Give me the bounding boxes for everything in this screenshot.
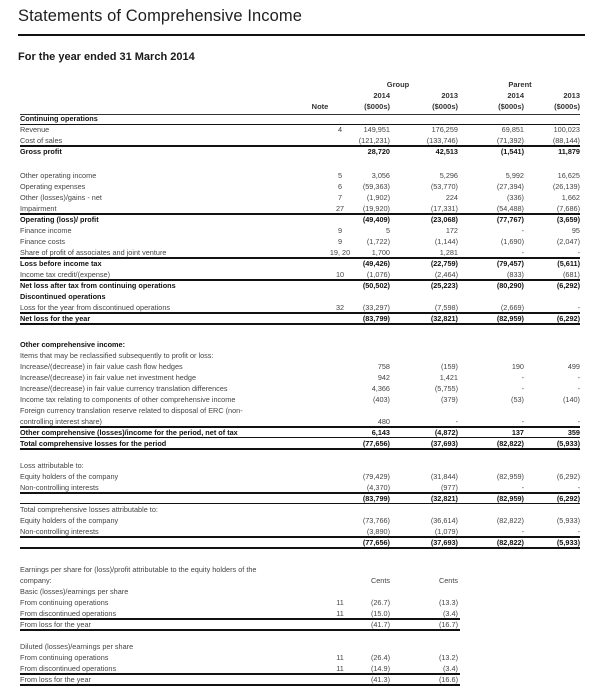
row-value-col-3: 11,879 <box>558 147 580 156</box>
row-value-col-0: (14.9) <box>370 664 390 673</box>
row-value-col-2: (82,822) <box>496 439 524 448</box>
row-value-col-3: - <box>577 373 580 382</box>
row-value-col-3: - <box>577 303 580 312</box>
row-value-col-0: (4,370) <box>366 483 390 492</box>
row-value-col-3: (26,139) <box>552 182 580 191</box>
row-label-other-losses-gains-net: Other (losses)/gains - net <box>20 193 102 202</box>
row-value-col-0: 3,056 <box>371 171 390 180</box>
row-value-col-0: Cents <box>370 576 390 585</box>
divider-rule <box>20 145 580 147</box>
table-row <box>20 394 580 405</box>
year-header-parent-2013: 2013 <box>563 91 580 100</box>
row-label-gross-profit: Gross profit <box>20 147 62 156</box>
row-value-col-2: (79,457) <box>496 259 524 268</box>
row-label-other-comprehensive-losses-income-for-the-period: Other comprehensive (losses)/income for the period, net of tax <box>20 428 238 437</box>
table-row <box>20 586 580 597</box>
document-title: Statements of Comprehensive Income <box>18 7 303 25</box>
table-row <box>20 361 580 372</box>
row-value-col-1: (22,759) <box>430 259 458 268</box>
divider-rule <box>20 673 460 675</box>
row-value-col-0: (77,656) <box>362 439 390 448</box>
row-value-col-1: (16.7) <box>438 620 458 629</box>
row-label-net-loss-after-tax-from-continuing-operations: Net loss after tax from continuing operations <box>20 281 176 290</box>
year-header-group-2013: 2013 <box>441 91 458 100</box>
row-note: 9 <box>337 226 343 235</box>
table-row <box>20 652 580 663</box>
divider-rule <box>20 503 580 504</box>
row-label-from-loss-for-the-year: From loss for the year <box>20 620 91 629</box>
row-value-col-2: 69,851 <box>501 125 524 134</box>
row-value-col-3: - <box>577 527 580 536</box>
row-value-col-3: (6,292) <box>556 281 580 290</box>
row-label-income-tax-credit-expense: Income tax credit/(expense) <box>20 270 111 279</box>
row-value-col-0: 4,366 <box>371 384 390 393</box>
row-value-col-0: (79,429) <box>362 472 390 481</box>
row-value-col-2: (54,488) <box>496 204 524 213</box>
row-label-increase-decrease-in-fair-value-net-investment-h: Increase/(decrease) in fair value net investment hedge <box>20 373 197 382</box>
row-value-col-1: (17,331) <box>430 204 458 213</box>
row-note: 27 <box>335 204 345 213</box>
table-row <box>20 214 580 225</box>
row-value-col-2: (80,290) <box>496 281 524 290</box>
unit-header-1: ($000s) <box>432 102 458 111</box>
row-value-col-1: (3.4) <box>442 664 458 673</box>
row-value-col-3: (5,933) <box>556 516 580 525</box>
row-value-col-1: (13.3) <box>438 598 458 607</box>
row-value-col-2: (82,959) <box>496 472 524 481</box>
row-value-col-2: 190 <box>511 362 524 371</box>
row-value-col-3: 100,023 <box>553 125 580 134</box>
row-value-col-2: (82,822) <box>496 538 524 547</box>
row-value-col-1: (25,223) <box>430 281 458 290</box>
row-value-col-3: (2,047) <box>556 237 580 246</box>
table-row <box>20 236 580 247</box>
row-value-col-1: (37,693) <box>430 538 458 547</box>
divider-rule <box>20 279 580 281</box>
table-row <box>20 124 580 135</box>
table-row <box>20 641 580 652</box>
row-label-non-controlling-interests: Non-controlling interests <box>20 483 99 492</box>
row-value-col-1: (37,693) <box>430 439 458 448</box>
row-note: 11 <box>336 609 344 618</box>
row-value-col-1: 224 <box>445 193 458 202</box>
row-label-non-controlling-interests: Non-controlling interests <box>20 527 99 536</box>
parent-header: Parent <box>508 80 532 89</box>
row-label-revenue: Revenue <box>20 125 50 134</box>
row-value-col-0: 149,951 <box>363 125 390 134</box>
row-value-col-2: (82,822) <box>496 516 524 525</box>
unit-header-3: ($000s) <box>554 102 580 111</box>
row-label-loss-before-income-tax: Loss before income tax <box>20 259 102 268</box>
row-value-col-3: 1,662 <box>561 193 580 202</box>
table-row <box>20 383 580 394</box>
row-value-col-3: (5,933) <box>556 538 580 547</box>
row-value-col-0: (1,076) <box>366 270 390 279</box>
row-value-col-1: (4,872) <box>434 428 458 437</box>
row-value-col-0: 5 <box>385 226 390 235</box>
row-value-col-0: (41.3) <box>370 675 390 684</box>
row-label-from-loss-for-the-year: From loss for the year <box>20 675 91 684</box>
row-value-col-3: - <box>577 384 580 393</box>
table-row <box>20 339 580 350</box>
row-value-col-3: 95 <box>571 226 580 235</box>
year-header-parent-2014: 2014 <box>507 91 524 100</box>
divider-rule <box>20 323 580 325</box>
row-value-col-0: (83,799) <box>362 494 390 503</box>
row-label-discontinued-operations: Discontinued operations <box>20 292 106 301</box>
row-value-col-2: (336) <box>506 193 524 202</box>
row-note: 6 <box>337 182 343 191</box>
row-value-col-0: (1,722) <box>366 237 390 246</box>
table-row <box>20 372 580 383</box>
row-value-col-2: - <box>521 248 524 257</box>
row-value-col-2: (27,394) <box>496 182 524 191</box>
row-value-col-2: (53) <box>511 395 524 404</box>
row-value-col-3: 359 <box>567 428 580 437</box>
row-note: 4 <box>337 125 343 134</box>
title-divider <box>18 34 585 36</box>
row-value-col-1: (159) <box>440 362 458 371</box>
table-row <box>20 192 580 203</box>
row-label-increase-decrease-in-fair-value-cash-flow-hedges: Increase/(decrease) in fair value cash flow hedges <box>20 362 183 371</box>
row-value-col-2: (1,690) <box>500 237 524 246</box>
row-value-col-1: (53,770) <box>430 182 458 191</box>
divider-rule <box>20 492 580 494</box>
row-value-col-3: (3,659) <box>556 215 580 224</box>
row-value-col-3: (681) <box>562 270 580 279</box>
row-value-col-1: (379) <box>440 395 458 404</box>
divider-rule <box>20 547 580 549</box>
row-label-loss-attributable-to: Loss attributable to: <box>20 461 84 470</box>
row-value-col-0: (26.7) <box>370 598 390 607</box>
row-value-col-0: (77,656) <box>362 538 390 547</box>
row-value-col-2: - <box>521 373 524 382</box>
row-label-cost-of-sales: Cost of sales <box>20 136 63 145</box>
row-value-col-3: - <box>577 417 580 426</box>
row-value-col-2: - <box>521 527 524 536</box>
row-value-col-1: (3.4) <box>442 609 458 618</box>
row-label-equity-holders-of-the-company: Equity holders of the company <box>20 472 119 481</box>
row-label-share-of-profit-of-associates-and-joint-venture: Share of profit of associates and joint venture <box>20 248 167 257</box>
row-value-col-0: (19,920) <box>362 204 390 213</box>
table-row <box>20 181 580 192</box>
row-note: 11 <box>336 653 344 662</box>
row-note: 19, 20 <box>329 248 351 257</box>
row-value-col-3: (6,292) <box>556 494 580 503</box>
row-value-col-1: (32,821) <box>430 494 458 503</box>
row-label-diluted-losses-earnings-per-share: Diluted (losses)/earnings per share <box>20 642 134 651</box>
row-note: 10 <box>335 270 345 279</box>
row-value-col-2: (833) <box>506 270 524 279</box>
year-header-group-2014: 2014 <box>373 91 390 100</box>
row-value-col-0: 6,143 <box>371 428 390 437</box>
row-value-col-0: 1,700 <box>371 248 390 257</box>
table-row <box>20 170 580 181</box>
row-value-col-3: - <box>577 483 580 492</box>
row-value-col-3: (6,292) <box>556 472 580 481</box>
row-value-col-2: - <box>521 226 524 235</box>
row-label-equity-holders-of-the-company: Equity holders of the company <box>20 516 119 525</box>
row-value-col-2: (1,541) <box>500 147 524 156</box>
row-value-col-0: (26.4) <box>370 653 390 662</box>
row-label-total-comprehensive-losses-attributable-to: Total comprehensive losses attributable to: <box>20 505 158 514</box>
row-value-col-1: 5,296 <box>439 171 458 180</box>
row-label-operating-expenses: Operating expenses <box>20 182 86 191</box>
row-value-col-2: (82,959) <box>496 314 524 323</box>
row-value-col-2: - <box>521 417 524 426</box>
row-value-col-0: (49,409) <box>362 215 390 224</box>
row-label-net-loss-for-the-year: Net loss for the year <box>20 314 91 323</box>
row-label-company: company: <box>20 576 52 585</box>
table-row <box>20 405 580 416</box>
unit-header-0: ($000s) <box>364 102 390 111</box>
row-label-from-discontinued-operations: From discontinued operations <box>20 609 117 618</box>
row-note: 11 <box>336 664 344 673</box>
row-label-foreign-currency-translation-reserve-related-to-: Foreign currency translation reserve related to disposal of ERC (non- <box>20 406 243 415</box>
divider-rule <box>20 257 580 259</box>
table-row <box>20 575 580 586</box>
row-label-earnings-per-share-for-loss-profit-attributable-: Earnings per share for (loss)/profit attributable to the equity holders of the <box>20 565 257 574</box>
table-row <box>20 515 580 526</box>
divider-rule <box>20 536 580 538</box>
row-value-col-1: (133,746) <box>426 136 458 145</box>
row-value-col-3: (5,611) <box>557 259 580 268</box>
divider-rule <box>20 312 580 314</box>
row-label-from-continuing-operations: From continuing operations <box>20 653 109 662</box>
row-value-col-3: (6,292) <box>556 314 580 323</box>
row-label-total-comprehensive-losses-for-the-period: Total comprehensive losses for the period <box>20 439 167 448</box>
unit-header-2: ($000s) <box>498 102 524 111</box>
table-row <box>20 471 580 482</box>
divider-rule <box>20 426 580 428</box>
group-header: Group <box>386 80 410 89</box>
row-value-col-2: (77,767) <box>496 215 524 224</box>
divider-rule <box>20 618 460 620</box>
row-value-col-1: (2,464) <box>434 270 458 279</box>
row-value-col-3: - <box>577 248 580 257</box>
row-label-impairment: Impairment <box>20 204 57 213</box>
row-value-col-2: 137 <box>511 428 524 437</box>
row-value-col-0: (41.7) <box>370 620 390 629</box>
row-value-col-3: (5,933) <box>556 439 580 448</box>
row-value-col-3: 16,625 <box>557 171 580 180</box>
row-value-col-2: - <box>521 384 524 393</box>
row-label-finance-income: Finance income <box>20 226 72 235</box>
table-row <box>20 280 580 291</box>
divider-rule <box>20 629 460 631</box>
row-value-col-3: (7,686) <box>556 204 580 213</box>
row-value-col-1: (36,614) <box>430 516 458 525</box>
table-row <box>20 460 580 471</box>
divider-rule <box>20 437 580 438</box>
row-label-controlling-interest-share: controlling interest share) <box>20 417 102 426</box>
table-row <box>20 597 580 608</box>
table-row <box>20 113 580 124</box>
row-label-from-discontinued-operations: From discontinued operations <box>20 664 117 673</box>
row-label-loss-for-the-year-from-discontinued-operations: Loss for the year from discontinued operations <box>20 303 171 312</box>
row-label-other-comprehensive-income: Other comprehensive income: <box>20 340 126 349</box>
row-value-col-1: (1,079) <box>434 527 458 536</box>
row-value-col-0: (1,902) <box>366 193 390 202</box>
row-value-col-0: (49,426) <box>362 259 390 268</box>
row-value-col-0: 480 <box>377 417 390 426</box>
table-row <box>20 225 580 236</box>
table-row <box>20 350 580 361</box>
row-label-items-that-may-be-reclassified-subsequently-to-p: Items that may be reclassified subsequently to profit or loss: <box>20 351 214 360</box>
row-value-col-1: (31,844) <box>430 472 458 481</box>
row-note: 9 <box>337 237 343 246</box>
row-note: 5 <box>337 171 343 180</box>
row-note: 32 <box>335 303 345 312</box>
row-value-col-2: 5,992 <box>505 171 524 180</box>
row-value-col-3: 499 <box>567 362 580 371</box>
row-value-col-1: (13.2) <box>438 653 458 662</box>
table-row <box>20 504 580 515</box>
row-value-col-1: - <box>455 417 458 426</box>
row-value-col-1: (23,068) <box>430 215 458 224</box>
row-value-col-3: (140) <box>562 395 580 404</box>
row-value-col-0: (121,231) <box>358 136 390 145</box>
row-value-col-1: Cents <box>438 576 458 585</box>
row-value-col-0: (403) <box>372 395 390 404</box>
row-label-finance-costs: Finance costs <box>20 237 66 246</box>
row-value-col-1: (16.6) <box>438 675 458 684</box>
period-subtitle: For the year ended 31 March 2014 <box>18 51 195 63</box>
row-label-basic-losses-earnings-per-share: Basic (losses)/earnings per share <box>20 587 129 596</box>
row-value-col-0: (15.0) <box>370 609 390 618</box>
note-header: Note <box>311 102 329 111</box>
row-label-from-continuing-operations: From continuing operations <box>20 598 109 607</box>
row-value-col-1: 1,421 <box>439 373 458 382</box>
row-value-col-1: 42,513 <box>435 147 458 156</box>
row-value-col-1: (7,598) <box>434 303 458 312</box>
row-value-col-0: 758 <box>377 362 390 371</box>
divider-rule <box>20 213 580 215</box>
row-value-col-0: (83,799) <box>362 314 390 323</box>
row-note: 11 <box>336 598 344 607</box>
table-row <box>20 258 580 269</box>
table-row <box>20 146 580 157</box>
row-value-col-1: (5,755) <box>434 384 458 393</box>
row-label-operating-loss-profit: Operating (loss)/ profit <box>20 215 99 224</box>
row-value-col-2: - <box>521 483 524 492</box>
row-label-continuing-operations: Continuing operations <box>20 114 98 123</box>
row-value-col-0: (3,890) <box>366 527 390 536</box>
row-value-col-1: 172 <box>445 226 458 235</box>
row-label-income-tax-relating-to-components-of-other-compr: Income tax relating to components of other comprehensive income <box>20 395 236 404</box>
row-value-col-1: (1,144) <box>434 237 458 246</box>
row-note: 7 <box>337 193 343 202</box>
row-value-col-1: (32,821) <box>430 314 458 323</box>
table-row <box>20 291 580 302</box>
row-value-col-0: (59,363) <box>362 182 390 191</box>
row-value-col-2: (2,669) <box>500 303 524 312</box>
row-label-other-operating-income: Other operating income <box>20 171 97 180</box>
row-value-col-3: (88,144) <box>552 136 580 145</box>
table-row <box>20 564 580 575</box>
row-value-col-2: (71,392) <box>496 136 524 145</box>
row-value-col-0: (50,502) <box>362 281 390 290</box>
row-label-increase-decrease-in-fair-value-currency-transla: Increase/(decrease) in fair value currency translation differences <box>20 384 228 393</box>
row-value-col-1: 176,259 <box>431 125 458 134</box>
row-value-col-0: 942 <box>377 373 390 382</box>
row-value-col-2: (82,959) <box>496 494 524 503</box>
row-value-col-1: (977) <box>440 483 458 492</box>
divider-rule <box>20 448 580 450</box>
divider-rule <box>20 684 460 686</box>
row-value-col-1: 1,281 <box>439 248 458 257</box>
row-value-col-0: (73,766) <box>362 516 390 525</box>
row-value-col-0: 28,720 <box>367 147 390 156</box>
divider-rule <box>20 124 580 125</box>
row-value-col-0: (33,297) <box>362 303 390 312</box>
